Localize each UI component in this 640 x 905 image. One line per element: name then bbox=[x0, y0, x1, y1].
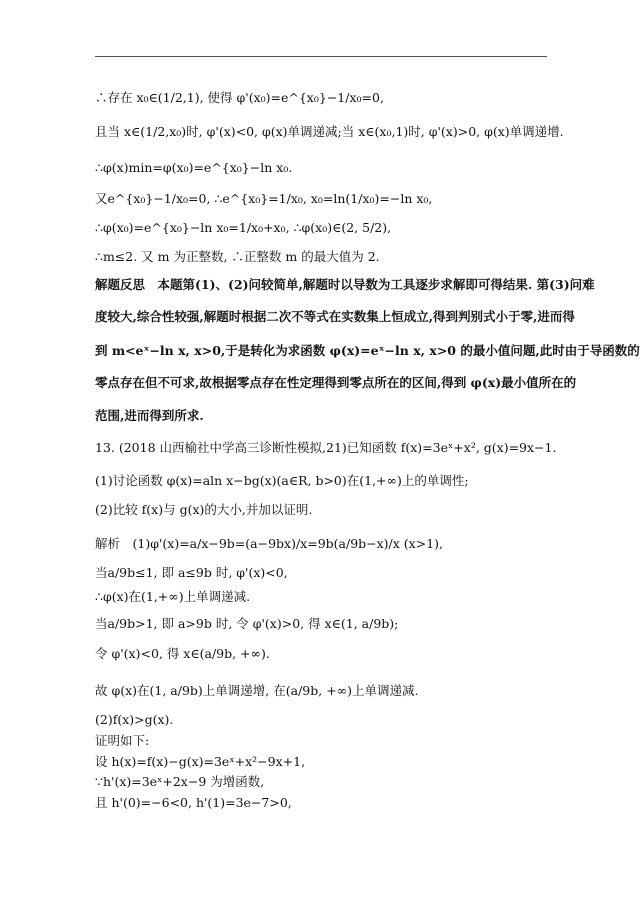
solution-line-8: 证明如下: bbox=[95, 733, 150, 748]
text-line-3: ∴φ(x)min=φ(x₀)=e^{x₀}−ln x₀. bbox=[95, 160, 293, 175]
solution-line-10: ∵h'(x)=3eˣ+2x−9 为增函数, bbox=[95, 774, 265, 789]
text-line-1: ∴存在 x₀∈(1/2,1), 使得 φ'(x₀)=e^{x₀}−1/x₀=0, bbox=[95, 90, 384, 105]
text-line-6: ∴m≤2. 又 m 为正整数, ∴正整数 m 的最大值为 2. bbox=[95, 249, 380, 264]
solution-line-5: 令 φ'(x)<0, 得 x∈(a/9b, +∞). bbox=[95, 646, 270, 661]
solution-line-6: 故 φ(x)在(1, a/9b)上单调递增, 在(a/9b, +∞)上单调递减. bbox=[95, 683, 419, 698]
reflection-line-5: 范围,进而得到所求. bbox=[95, 408, 204, 423]
solution-line-4: 当a/9b>1, 即 a>9b 时, 令 φ'(x)>0, 得 x∈(1, a/9b); bbox=[95, 616, 399, 631]
solution-line-3: ∴φ(x)在(1,+∞)上单调递减. bbox=[95, 589, 251, 604]
solution-line-2: 当a/9b≤1, 即 a≤9b 时, φ'(x)<0, bbox=[95, 565, 288, 580]
text-line-5: ∴φ(x₀)=e^{x₀}−ln x₀=1/x₀+x₀, ∴φ(x₀)∈(2, 5/2), bbox=[95, 220, 392, 235]
problem-13-part-1: (1)讨论函数 φ(x)=aln x−bg(x)(a∈R, b>0)在(1,+∞)上的单调性; bbox=[95, 473, 469, 488]
reflection-line-3: 到 m<eˣ−ln x, x>0,于是转化为求函数 φ(x)=eˣ−ln x, x>0 的最小值问题,此时由于导函数的 bbox=[95, 343, 640, 358]
solution-line-11: 且 h'(0)=−6<0, h'(1)=3e−7>0, bbox=[95, 795, 292, 810]
solution-line-7: (2)f(x)>g(x). bbox=[95, 712, 174, 727]
problem-13-part-2: (2)比较 f(x)与 g(x)的大小,并加以证明. bbox=[95, 502, 313, 517]
solution-line-9: 设 h(x)=f(x)−g(x)=3eˣ+x²−9x+1, bbox=[95, 754, 306, 769]
solution-line-1: 解析 (1)φ'(x)=a/x−9b=(a−9bx)/x=9b(a/9b−x)/x (x>1), bbox=[95, 536, 443, 551]
text-line-2: 且当 x∈(1/2,x₀)时, φ'(x)<0, φ(x)单调递减;当 x∈(x₀,1)时, φ'(x)>0, φ(x)单调递增. bbox=[95, 124, 564, 139]
text-line-4: 又e^{x₀}−1/x₀=0, ∴e^{x₀}=1/x₀, x₀=ln(1/x₀)=−ln x₀, bbox=[95, 191, 433, 206]
reflection-line-4: 零点存在但不可求,故根据零点存在性定理得到零点所在的区间,得到 φ(x)最小值所在的 bbox=[95, 375, 577, 390]
problem-13-line: 13. (2018 山西榆社中学高三诊断性模拟,21)已知函数 f(x)=3eˣ+x², g(x)=9x−1. bbox=[95, 440, 557, 455]
header-rule bbox=[95, 56, 547, 57]
reflection-line-2: 度较大,综合性较强,解题时根据二次不等式在实数集上恒成立,得到判别式小于零,进而得 bbox=[95, 309, 575, 324]
reflection-line-1: 解题反思 本题第(1)、(2)问较简单,解题时以导数为工具逐步求解即可得结果. 第(3)问难 bbox=[95, 277, 595, 292]
